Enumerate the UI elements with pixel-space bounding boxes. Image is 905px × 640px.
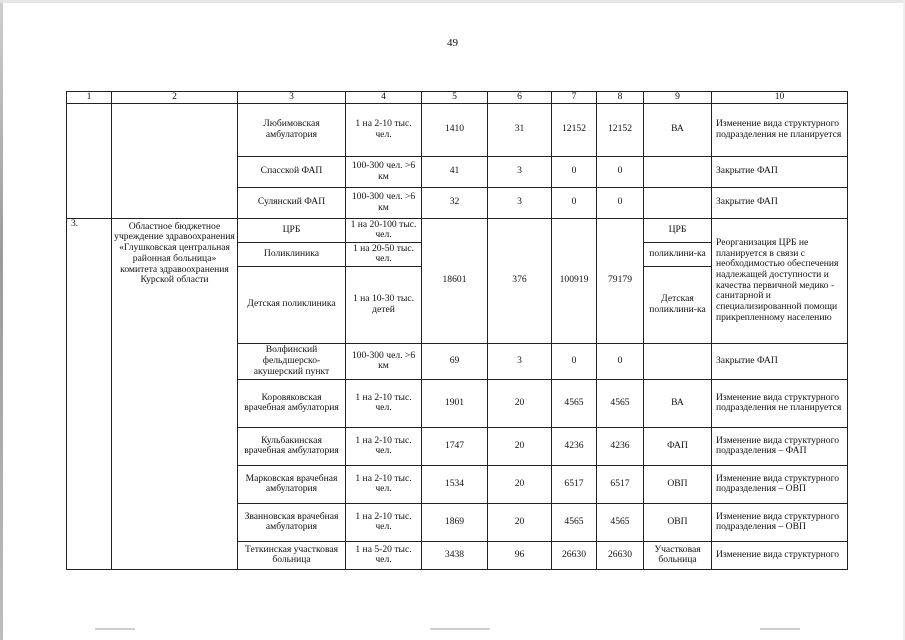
column-header: 1 bbox=[67, 92, 112, 104]
decision-cell: Закрытие ФАП bbox=[712, 156, 848, 187]
type-cell: ОВП bbox=[644, 465, 712, 503]
column-header: 6 bbox=[488, 92, 552, 104]
value-cell: 1901 bbox=[422, 379, 488, 427]
norm-cell: 1 на 10-30 тыс. детей bbox=[346, 266, 422, 343]
facility-name: Любимовская амбулатория bbox=[238, 103, 346, 156]
scan-edge-top bbox=[0, 0, 905, 3]
column-header: 9 bbox=[644, 92, 712, 104]
column-header: 2 bbox=[112, 92, 238, 104]
column-header: 10 bbox=[712, 92, 848, 104]
value-cell: 4236 bbox=[552, 427, 597, 465]
value-cell: 0 bbox=[552, 187, 597, 218]
type-cell bbox=[644, 187, 712, 218]
facility-name: Сулянский ФАП bbox=[238, 187, 346, 218]
value-cell: 31 bbox=[488, 103, 552, 156]
value-cell: 376 bbox=[488, 218, 552, 343]
facility-name: Поликлиника bbox=[238, 242, 346, 266]
value-cell: 4565 bbox=[552, 503, 597, 541]
column-header: 7 bbox=[552, 92, 597, 104]
norm-cell: 1 на 20-50 тыс. чел. bbox=[346, 242, 422, 266]
value-cell: 12152 bbox=[552, 103, 597, 156]
value-cell: 12152 bbox=[597, 103, 644, 156]
value-cell: 1534 bbox=[422, 465, 488, 503]
value-cell: 18601 bbox=[422, 218, 488, 343]
facility-name: Кульбакинская врачебная амбулатория bbox=[238, 427, 346, 465]
value-cell: 1747 bbox=[422, 427, 488, 465]
value-cell: 96 bbox=[488, 541, 552, 569]
value-cell: 26630 bbox=[552, 541, 597, 569]
norm-cell: 1 на 2-10 тыс. чел. bbox=[346, 103, 422, 156]
type-cell: ВА bbox=[644, 379, 712, 427]
type-cell: ФАП bbox=[644, 427, 712, 465]
scan-artifact bbox=[430, 628, 490, 630]
decision-cell: Реорганизация ЦРБ не планируется в связи с необходимостью обеспечения надлежащей доступности и качества первичной медико - санитарной и специализированной помощи прикрепленному населению bbox=[712, 218, 848, 343]
page-number: 49 bbox=[447, 37, 458, 49]
type-cell: Участковая больница bbox=[644, 541, 712, 569]
facility-name: Спасской ФАП bbox=[238, 156, 346, 187]
value-cell: 0 bbox=[552, 156, 597, 187]
value-cell: 3 bbox=[488, 187, 552, 218]
type-cell bbox=[644, 343, 712, 379]
facility-name: Волфинский фельдшерско-акушерский пункт bbox=[238, 343, 346, 379]
decision-cell: Изменение вида структурного подразделения – ФАП bbox=[712, 427, 848, 465]
decision-cell: Изменение вида структурного подразделения не планируется bbox=[712, 379, 848, 427]
value-cell: 4236 bbox=[597, 427, 644, 465]
value-cell: 0 bbox=[597, 343, 644, 379]
facility-name: Марковская врачебная амбулатория bbox=[238, 465, 346, 503]
value-cell: 0 bbox=[597, 156, 644, 187]
facility-name: Званновская врачебная амбулатория bbox=[238, 503, 346, 541]
facility-name: ЦРБ bbox=[238, 218, 346, 242]
column-header: 3 bbox=[238, 92, 346, 104]
scan-edge-left bbox=[0, 0, 3, 640]
health-facilities-table bbox=[66, 91, 848, 570]
institution-name: Областное бюджетное учреждение здравоохранения «Глушковская центральная районная больница» комитета здравоохранения Курской области bbox=[112, 218, 238, 569]
type-cell: Детская поликлини-ка bbox=[644, 266, 712, 343]
norm-cell: 100-300 чел. >6 км bbox=[346, 187, 422, 218]
value-cell: 3 bbox=[488, 343, 552, 379]
value-cell: 32 bbox=[422, 187, 488, 218]
type-cell: ЦРБ bbox=[644, 218, 712, 242]
decision-cell: Изменение вида структурного bbox=[712, 541, 848, 569]
facility-name: Детская поликлиника bbox=[238, 266, 346, 343]
column-header: 5 bbox=[422, 92, 488, 104]
table-row bbox=[67, 103, 848, 156]
empty-cell bbox=[112, 103, 238, 218]
scan-artifact bbox=[95, 628, 135, 630]
decision-cell: Закрытие ФАП bbox=[712, 187, 848, 218]
norm-cell: 1 на 2-10 тыс. чел. bbox=[346, 503, 422, 541]
value-cell: 4565 bbox=[597, 379, 644, 427]
value-cell: 69 bbox=[422, 343, 488, 379]
value-cell: 4565 bbox=[597, 503, 644, 541]
facility-name: Коровяковская врачебная амбулатория bbox=[238, 379, 346, 427]
norm-cell: 100-300 чел. >6 км bbox=[346, 343, 422, 379]
value-cell: 20 bbox=[488, 427, 552, 465]
value-cell: 26630 bbox=[597, 541, 644, 569]
value-cell: 1869 bbox=[422, 503, 488, 541]
facility-name: Теткинская участковая больница bbox=[238, 541, 346, 569]
decision-cell: Закрытие ФАП bbox=[712, 343, 848, 379]
value-cell: 20 bbox=[488, 503, 552, 541]
value-cell: 41 bbox=[422, 156, 488, 187]
value-cell: 0 bbox=[597, 187, 644, 218]
norm-cell: 100-300 чел. >6 км bbox=[346, 156, 422, 187]
value-cell: 1410 bbox=[422, 103, 488, 156]
norm-cell: 1 на 2-10 тыс. чел. bbox=[346, 427, 422, 465]
value-cell: 4565 bbox=[552, 379, 597, 427]
type-cell bbox=[644, 156, 712, 187]
value-cell: 20 bbox=[488, 465, 552, 503]
type-cell: ВА bbox=[644, 103, 712, 156]
decision-cell: Изменение вида структурного подразделения – ОВП bbox=[712, 465, 848, 503]
column-header: 8 bbox=[597, 92, 644, 104]
norm-cell: 1 на 20-100 тыс. чел. bbox=[346, 218, 422, 242]
type-cell: поликлини-ка bbox=[644, 242, 712, 266]
table-row bbox=[67, 218, 848, 242]
value-cell: 100919 bbox=[552, 218, 597, 343]
value-cell: 3 bbox=[488, 156, 552, 187]
value-cell: 20 bbox=[488, 379, 552, 427]
row-number: 3. bbox=[67, 218, 112, 569]
norm-cell: 1 на 2-10 тыс. чел. bbox=[346, 465, 422, 503]
decision-cell: Изменение вида структурного подразделения не планируется bbox=[712, 103, 848, 156]
value-cell: 0 bbox=[552, 343, 597, 379]
norm-cell: 1 на 5-20 тыс. чел. bbox=[346, 541, 422, 569]
scan-artifact bbox=[760, 628, 800, 630]
value-cell: 79179 bbox=[597, 218, 644, 343]
decision-cell: Изменение вида структурного подразделения – ОВП bbox=[712, 503, 848, 541]
empty-cell bbox=[67, 103, 112, 218]
norm-cell: 1 на 2-10 тыс. чел. bbox=[346, 379, 422, 427]
column-header: 4 bbox=[346, 92, 422, 104]
value-cell: 6517 bbox=[597, 465, 644, 503]
table-header-row bbox=[67, 92, 848, 104]
value-cell: 6517 bbox=[552, 465, 597, 503]
type-cell: ОВП bbox=[644, 503, 712, 541]
value-cell: 3438 bbox=[422, 541, 488, 569]
